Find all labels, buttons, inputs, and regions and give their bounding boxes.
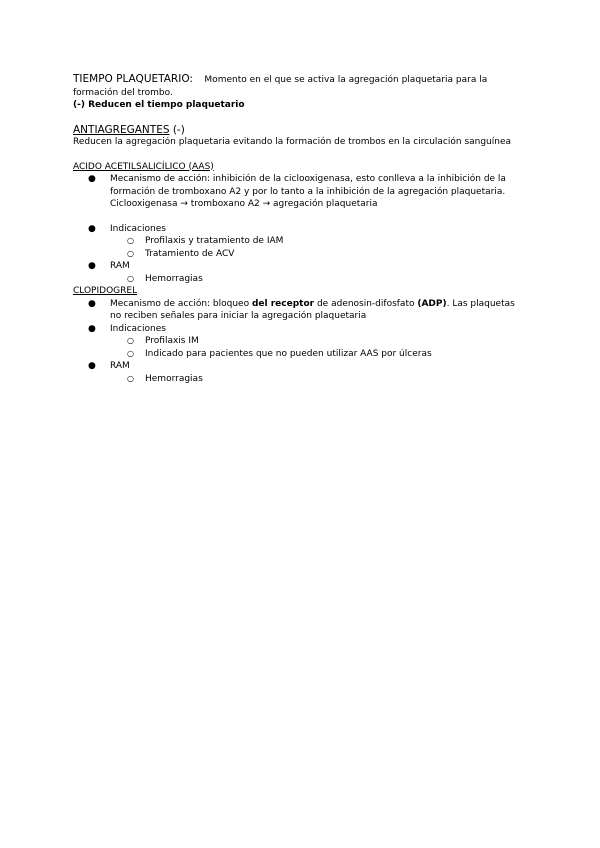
circle-bullet-icon: ○ xyxy=(127,236,134,245)
tiempo-heading: TIEMPO PLAQUETARIO: xyxy=(73,73,193,85)
circle-bullet-icon: ○ xyxy=(127,373,134,383)
aas-list xyxy=(73,173,528,211)
aas-ram-item xyxy=(73,260,528,273)
aas-list-2 xyxy=(73,223,528,286)
clopidogrel-mechanism-item xyxy=(73,298,528,323)
aas-indicacion-item xyxy=(73,235,528,248)
aas-heading: ACIDO ACETILSALICÍLICO (AAS) xyxy=(73,161,214,172)
bullet-icon: ● xyxy=(88,223,96,234)
clopidogrel-heading: CLOPIDOGREL xyxy=(73,286,138,296)
antiagregantes-heading-line xyxy=(73,124,528,137)
bullet-icon: ● xyxy=(88,361,96,371)
aas-mechanism: Mecanismo de acción: inhibición de la ciclooxigenasa, esto conlleva a la inhibición de la formación de tromboxano A2 y por lo tanto a la inhibición de la agregación plaquetaria. xyxy=(110,174,506,197)
aas-indicacion-1: Tratamiento de ACV xyxy=(145,248,235,259)
aas-indicaciones-item xyxy=(73,223,528,236)
clopidogrel-indicacion-item xyxy=(73,348,528,361)
tiempo-paragraph xyxy=(73,73,528,99)
bullet-icon: ● xyxy=(88,298,96,309)
clopidogrel-ram-item xyxy=(73,360,528,373)
clopidogrel-indicacion-item xyxy=(73,335,528,348)
circle-bullet-icon: ○ xyxy=(127,273,134,283)
aas-indicaciones-label: Indicaciones xyxy=(110,223,166,234)
clopidogrel-ram-entry xyxy=(73,373,528,386)
aas-indicacion-0: Profilaxis y tratamiento de IAM xyxy=(145,236,284,246)
tiempo-text: Momento en el que se activa la agregación plaquetaria para la formación del trombo. xyxy=(73,75,488,98)
bullet-icon: ● xyxy=(88,323,96,334)
clopidogrel-mechanism-pre: Mecanismo de acción: bloqueo xyxy=(110,298,252,309)
aas-pathway: Ciclooxigenasa → tromboxano A2 → agregación plaquetaria xyxy=(110,199,378,209)
circle-bullet-icon: ○ xyxy=(127,336,134,345)
clopidogrel-mechanism-post: . Las plaquetas no reciben señales para iniciar la agregación plaquetaria xyxy=(110,298,515,321)
aas-ram-0: Hemorragias xyxy=(145,273,203,284)
antiagregantes-suffix: (-) xyxy=(169,123,185,136)
clopidogrel-ram-label: RAM xyxy=(110,361,130,371)
aas-indicacion-item xyxy=(73,248,528,261)
antiagregantes-heading: ANTIAGREGANTES xyxy=(73,123,170,136)
clopidogrel-ram-0: Hemorragias xyxy=(145,373,203,384)
antiagregantes-description: Reducen la agregación plaquetaria evitando la formación de trombos en la circulación sanguínea xyxy=(73,137,512,147)
aas-mechanism-item xyxy=(73,173,528,211)
circle-bullet-icon: ○ xyxy=(127,248,134,258)
clopidogrel-indicaciones-label: Indicaciones xyxy=(110,323,166,334)
clopidogrel-mechanism-bold1: del receptor xyxy=(251,298,315,309)
bullet-icon: ● xyxy=(88,261,96,271)
spacer xyxy=(73,211,528,223)
circle-bullet-icon: ○ xyxy=(127,348,134,358)
clopidogrel-indicacion-1: Indicado para pacientes que no pueden utilizar AAS por úlceras xyxy=(145,348,432,359)
bullet-icon: ● xyxy=(88,174,96,184)
spacer xyxy=(73,112,528,124)
clopidogrel-indicaciones-item xyxy=(73,323,528,336)
tiempo-bold-line: (-) Reducen el tiempo plaquetario xyxy=(73,100,245,110)
clopidogrel-mechanism-mid: de adenosin-difosfato xyxy=(314,298,418,309)
clopidogrel-indicacion-0: Profilaxis IM xyxy=(145,336,199,346)
clopidogrel-list xyxy=(73,298,528,386)
aas-ram-entry xyxy=(73,273,528,286)
clopidogrel-mechanism-bold2: (ADP) xyxy=(417,298,447,309)
document-content xyxy=(73,73,528,385)
spacer xyxy=(73,149,528,161)
aas-ram-label: RAM xyxy=(110,261,130,271)
tiempo-gap xyxy=(196,75,202,85)
